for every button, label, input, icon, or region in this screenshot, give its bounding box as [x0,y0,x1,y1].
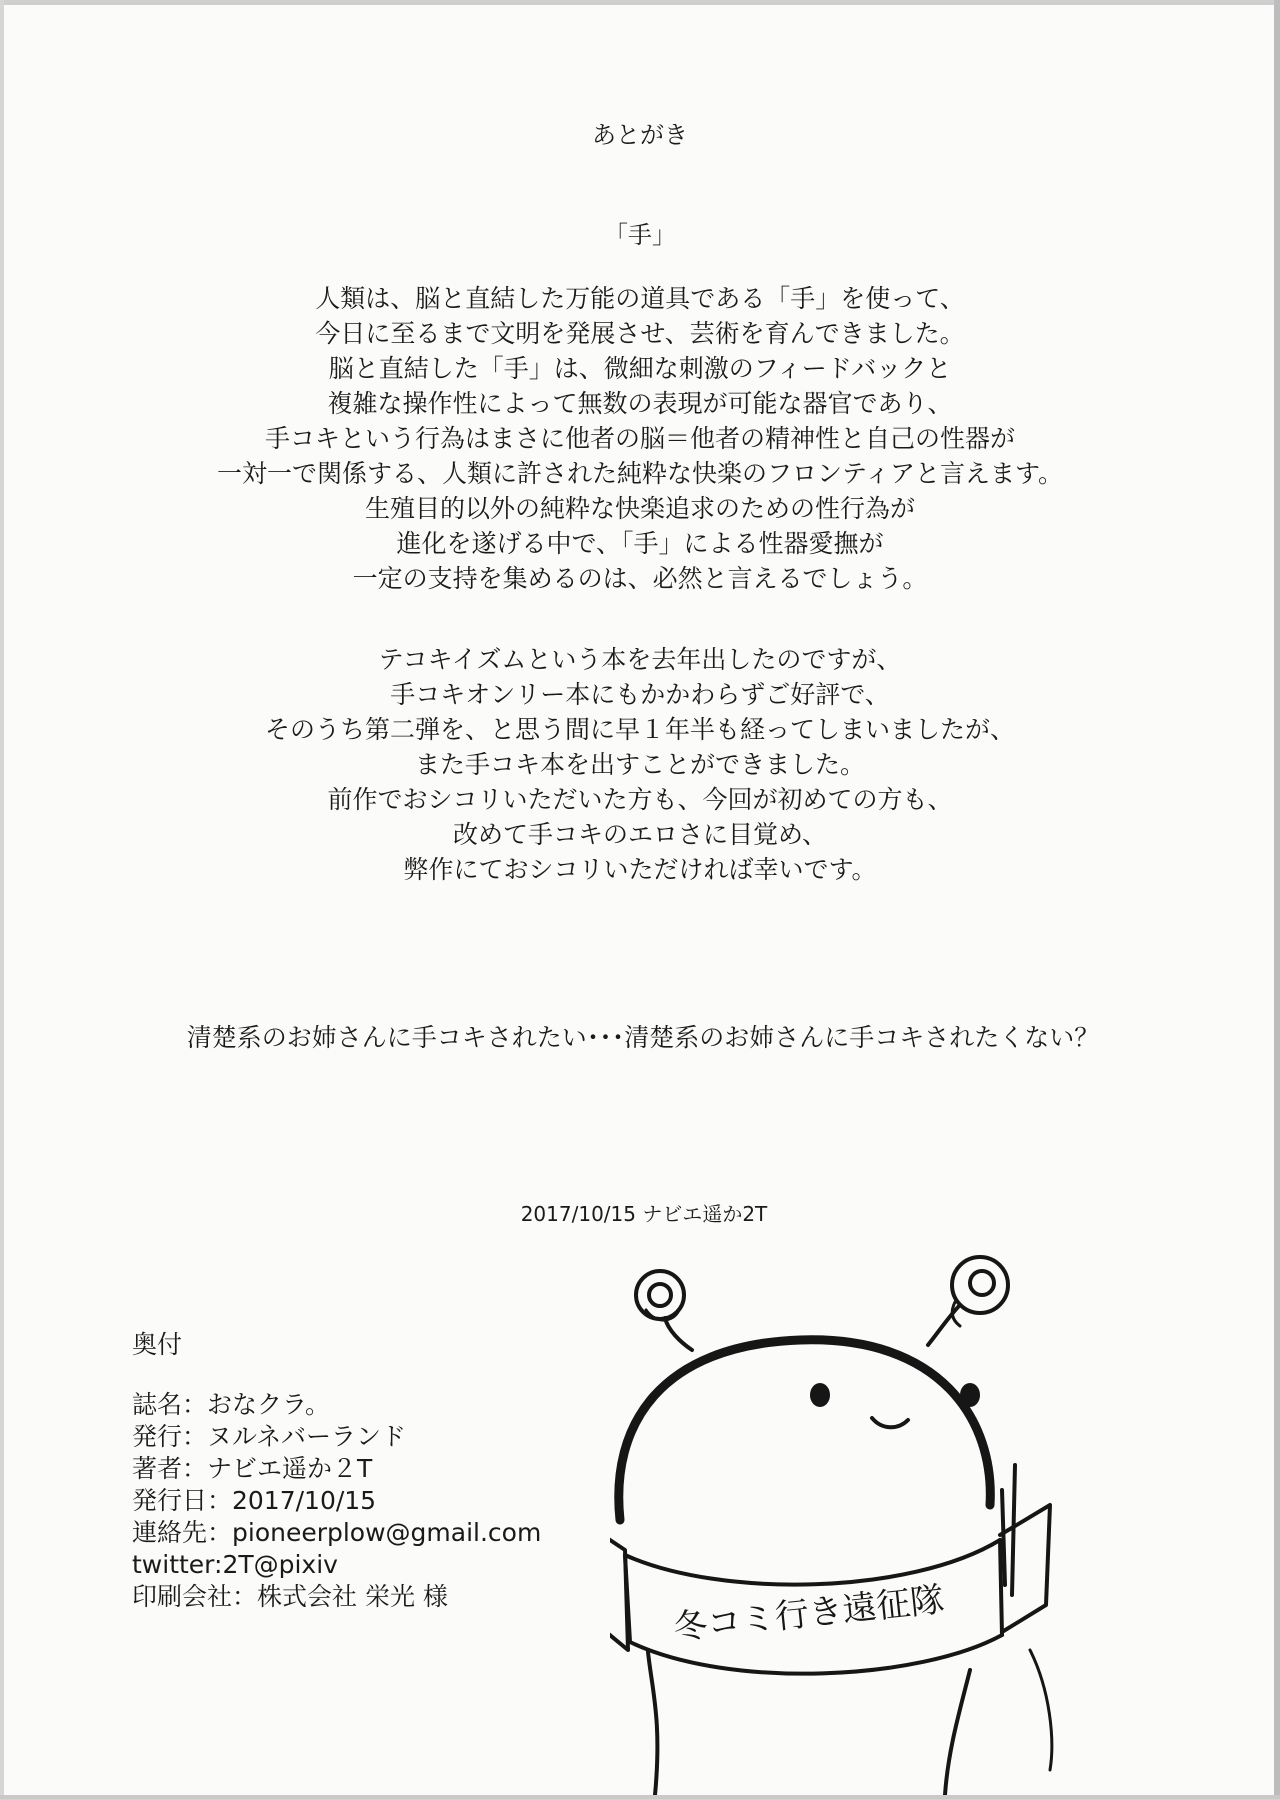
paragraph-line: 今日に至るまで文明を発展させ、芸術を育んできました。 [315,319,965,348]
paragraph-line: 前作でおシコリいただいた方も、今回が初めての方も、 [327,785,953,814]
paragraph-line: 手コキという行為はまさに他者の脳＝他者の精神性と自己の性器が [264,424,1015,453]
paragraph-line: テコキイズムという本を去年出したのですが、 [378,645,902,674]
paragraph-line: 一対一で関係する、人類に許された純粋な快楽のフロンティアと言えます。 [216,459,1063,488]
right-eye [960,1383,980,1407]
mascot-head [619,1340,991,1520]
colophon-line-contact: 連絡先：pioneerplow@gmail.com [132,1518,542,1547]
colophon-title: 奥付 [132,1330,183,1359]
paragraph-line: 人類は、脳と直結した万能の道具である「手」を使って、 [315,284,965,313]
afterword-subtitle: 「手」 [604,221,676,249]
scan-edge-bottom [0,1795,1280,1799]
left-eye [810,1383,830,1407]
colophon-line-printer: 印刷会社：株式会社 栄光 様 [132,1582,448,1611]
mouth [872,1418,908,1427]
paragraph-line: 手コキオンリー本にもかかわらずご好評で、 [390,680,890,709]
paragraph-line: また手コキ本を出すことができました。 [414,750,865,779]
colophon-line-title: 誌名：おなクラ。 [132,1390,331,1419]
paragraph-line: 脳と直結した「手」は、微細な刺激のフィードバックと [328,354,952,383]
paragraph-line: 弊作にておシコリいただければ幸いです。 [403,855,877,884]
paragraph-line: 一定の支持を集めるのは、必然と言えるでしょう。 [352,564,928,593]
right-antenna-bulb [952,1257,1008,1313]
tagline: 清楚系のお姉さんに手コキされたい･･･清楚系のお姉さんに手コキされたくない？ [186,1023,1100,1052]
afterword-paragraph-1 [0,281,1280,596]
colophon-line-twitter: twitter:2T@pixiv [132,1550,338,1579]
paragraph-line: 生殖目的以外の純粋な快楽追求のための性行為が [364,494,915,523]
mascot-body [648,1652,657,1795]
afterword-paragraph-2 [0,642,1280,887]
right-antenna [928,1305,960,1345]
colophon [132,1329,541,1613]
scan-edge-left [0,0,4,1799]
signature-date: 2017/10/15 ナビエ遥か2T [520,1202,768,1226]
afterword-title: あとがき [592,121,688,149]
colophon-line-author: 著者：ナビエ遥か２T [132,1454,373,1483]
banner-top-edge [625,1540,1000,1585]
paragraph-line: そのうち第二弾を、と思う間に早１年半も経ってしまいましたが、 [264,715,1015,744]
banner-label: 冬コミ行き遠征隊 [671,1579,947,1649]
paragraph-line: 複雑な操作性によって無数の表現が可能な器官であり、 [327,389,953,418]
mascot-illustration [610,1250,1150,1795]
paragraph-line: 進化を遂げる中で、「手」による性器愛撫が [396,529,884,558]
left-antenna [665,1318,692,1350]
paragraph-line: 改めて手コキのエロさに目覚め、 [452,820,827,849]
scan-edge-right [1274,0,1280,1799]
colophon-line-date: 発行日：2017/10/15 [132,1486,377,1515]
scan-edge-top [0,0,1280,5]
colophon-line-publisher: 発行：ヌルネバーランド [132,1422,407,1451]
